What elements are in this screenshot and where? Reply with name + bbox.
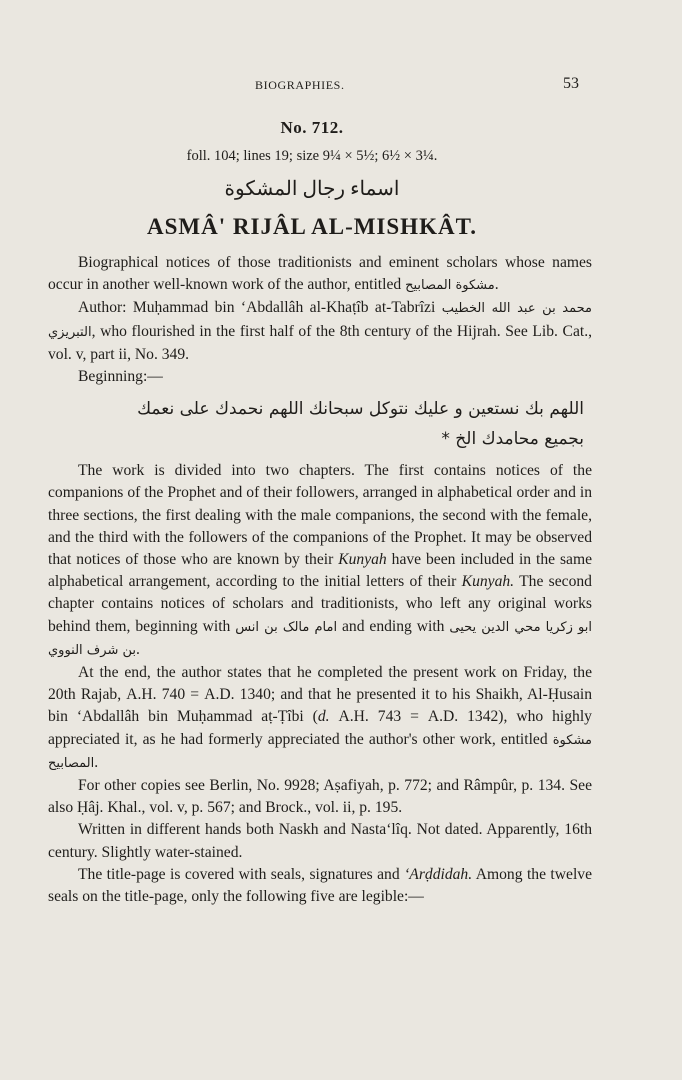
arabic-incipit-line-1: اللهم بك نستعين و عليك نتوكل سبحانك اللهم نحمدك على نعمك (137, 399, 584, 420)
paragraph-seals (48, 864, 592, 908)
page-header (0, 75, 682, 98)
running-title: BIOGRAPHIES. (255, 78, 345, 92)
seals-text-1: The title-page is covered with seals, signatures and (78, 865, 400, 883)
arddidah-term: ʻArḍdidah. (404, 865, 473, 883)
era-ad-2: A.D. (427, 708, 459, 726)
colophon-text-5: 1342), who highly appreciated it, as he had formerly appreciated the author's other work, entitled (48, 708, 592, 748)
script-text: Written in different hands both Naskh and Nastaʻlîq. Not dated. Apparently, 16th century. Slightly water-stained. (48, 821, 592, 861)
entry-body (48, 252, 592, 908)
contents-text-2: have been included in the same alphabetical arrangement, according to the initial letters of their (48, 551, 592, 591)
era-ah-2: A.H. (338, 708, 369, 726)
colophon-text-2: 740 = (161, 686, 200, 704)
arabic-title: اسماء رجال المشكوة (224, 178, 400, 200)
arabic-incipit (48, 394, 584, 454)
work-title: ASMÂ' RIJÂL AL-MISHKÂT. (147, 214, 477, 239)
paragraph-other-copies (48, 775, 592, 819)
era-ad: A.D. (204, 686, 235, 704)
manuscript-description: foll. 104; lines 19; size 9¼ × 5½; 6½ × 3¼. (186, 148, 438, 164)
author-text-cont: , who flourished in the first half of the 8th century of the Hijrah. See Lib. Cat., vol. v, part ii, No. 349. (48, 322, 592, 363)
paragraph-colophon (48, 662, 592, 775)
period: . (136, 640, 140, 658)
kunyah-term: Kunyah (338, 551, 387, 569)
paragraph-description (48, 252, 592, 297)
page-number: 53 (563, 75, 579, 92)
colophon-text-1: At the end, the author states that he completed the present work on Friday, the 20th Rajab, (48, 664, 592, 704)
paragraph-contents (48, 460, 592, 662)
paragraph-beginning (48, 366, 592, 388)
description-text: Biographical notices of those traditionists and eminent scholars whose names occur in another well-known work of the author, entitled (48, 254, 592, 294)
contents-text-4: and ending with (341, 617, 445, 635)
colophon-text-4: 743 = (377, 708, 419, 726)
arabic-work-name: مشكوة المصابيح (405, 278, 495, 294)
beginning-label: Beginning:— (78, 368, 163, 386)
seals-text-2: Among the twelve seals on the title-page, only the following five are legible:— (48, 865, 593, 906)
arabic-incipit-line-2: بجميع محامدك الخ * (441, 429, 584, 450)
other-copies-text: For other copies see Berlin, No. 9928; Aṣafiyah, p. 772; and Râmpûr, p. 134. See also Ḥâj. Khal., vol. v, p. 567; and Brock., vol. ii, p. 195. (48, 777, 592, 817)
contents-text-3: The second chapter contains notices of scholars and traditionists, who left any original works behind them, beginning with (48, 573, 592, 635)
arabic-author-name: محمد بن عبد الله الخطيب التبريزي (48, 301, 593, 340)
contents-text-1: The work is divided into two chapters. The first contains notices of the companions of the Prophet and of their followers, arranged in alphabetical order and in three sections, the first dealing with the male companions, the second with the female, and the third with the followers of the companions of the Prophet. It may be observed that notices of those who are known by their (48, 462, 592, 569)
author-text: Author: Muḥammad bin ʻAbdallâh al-Khaṭîb at-Tabrîzi (78, 299, 436, 317)
died-abbr: d. (317, 708, 330, 726)
arabic-work-name-2: مشكوة المصابيح (48, 732, 593, 771)
arabic-last-name: ابو زکریا محي الدين يحيى بن شرف النووي (48, 619, 592, 658)
period: . (94, 753, 99, 771)
paragraph-author (48, 297, 592, 366)
paragraph-script (48, 819, 592, 863)
era-ah: A.H. (126, 686, 157, 704)
kunyah-term-2: Kunyah. (461, 573, 515, 591)
period: . (494, 276, 499, 294)
entry-number: No. 712. (280, 118, 344, 137)
arabic-first-name: امام مالک بن انس (235, 619, 338, 635)
colophon-text-3: 1340; and that he presented it to his Shaikh, Al-Ḥusain bin ʻAbdallâh bin Muḥammad aṭ-Ṭîbi ( (48, 686, 593, 726)
